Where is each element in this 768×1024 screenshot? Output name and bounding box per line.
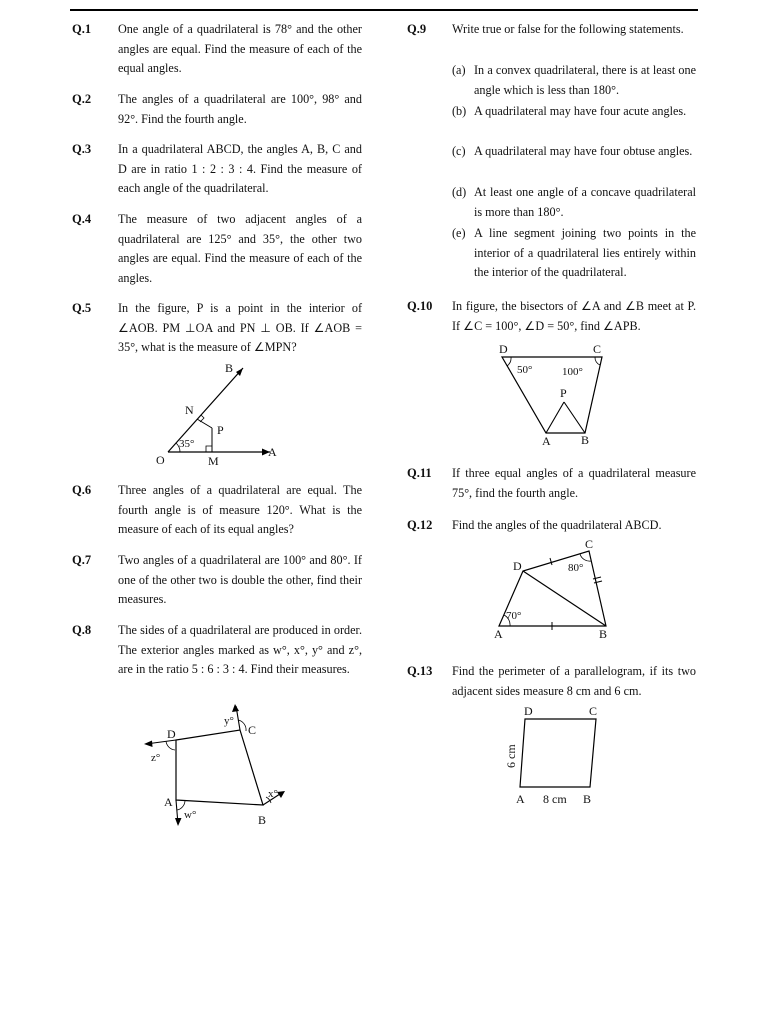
label-b: B <box>258 813 267 827</box>
question-number: Q.2 <box>72 92 92 106</box>
label-c: C <box>593 342 602 356</box>
option-label: (c) <box>452 144 466 158</box>
question-number: Q.11 <box>407 466 432 480</box>
option-label: (a) <box>452 63 466 77</box>
question-number: Q.3 <box>72 142 92 156</box>
angle-label: 35° <box>179 438 195 450</box>
option-e <box>452 224 696 284</box>
question-text: In figure, the bisectors of ∠A and ∠B meet at P. If ∠C = 100°, ∠D = 50°, find ∠APB. <box>452 299 696 333</box>
option-text: In a convex quadrilateral, there is at least one angle which is less than 180°. <box>474 63 696 97</box>
label-a: A <box>542 434 551 448</box>
question-6 <box>72 481 362 541</box>
label-b: B <box>225 361 234 375</box>
label-c: C <box>248 723 257 737</box>
question-text: Three angles of a quadrilateral are equal. The fourth angle is of measure 120°. What is the measure of each of its equal angles? <box>118 483 362 537</box>
option-label: (d) <box>452 185 467 199</box>
question-11 <box>407 464 697 506</box>
option-text: At least one angle of a concave quadrilateral is more than 180°. <box>474 185 696 219</box>
figure-q12-quadrilateral <box>485 536 625 646</box>
option-text: A quadrilateral may have four obtuse angles. <box>474 144 693 158</box>
label-o: O <box>156 453 165 467</box>
figure-q8-quadrilateral <box>140 702 300 832</box>
question-1 <box>72 20 362 80</box>
question-text: The sides of a quadrilateral are produced in order. The exterior angles marked as w°, x°, y° and z°, are in the ratio 5 : 6 : 3 : 4. Find their measures. <box>118 623 362 677</box>
option-b <box>452 102 696 142</box>
label-y: y° <box>224 715 234 727</box>
question-text: The measure of two adjacent angles of a quadrilateral are 125° and 35°, the other two angles are equal. Find the measure of each of the angles. <box>118 212 362 285</box>
question-number: Q.10 <box>407 299 433 313</box>
label-d: D <box>499 342 508 356</box>
question-text: In the figure, P is a point in the interior of ∠AOB. PM ⊥OA and PN ⊥ OB. If ∠AOB = 35°, what is the measure of ∠MPN? <box>118 301 362 355</box>
question-7 <box>72 551 362 611</box>
side-ab-label: 8 cm <box>543 792 567 806</box>
option-label: (b) <box>452 104 467 118</box>
option-c <box>452 142 696 182</box>
label-z: z° <box>151 752 161 764</box>
label-b: B <box>583 792 592 806</box>
question-number: Q.1 <box>72 22 92 36</box>
question-3 <box>72 140 362 200</box>
question-9 <box>407 20 697 282</box>
label-d: D <box>167 727 176 741</box>
question-text: Write true or false for the following statements. <box>452 22 684 36</box>
figure-q5-angle <box>150 360 310 470</box>
label-c: C <box>589 704 598 718</box>
question-number: Q.9 <box>407 22 427 36</box>
question-8 <box>72 621 362 701</box>
question-text: Find the angles of the quadrilateral ABCD. <box>452 518 662 532</box>
option-label: (e) <box>452 226 466 240</box>
figure-q10-quadrilateral <box>490 340 630 450</box>
label-b: B <box>581 433 590 447</box>
question-13 <box>407 662 697 704</box>
question-number: Q.13 <box>407 664 433 678</box>
label-p: P <box>217 423 224 437</box>
question-number: Q.6 <box>72 483 92 497</box>
question-text: Two angles of a quadrilateral are 100° and 80°. If one of the other two is double the other, find their measures. <box>118 553 362 607</box>
label-n: N <box>185 403 194 417</box>
question-number: Q.12 <box>407 518 433 532</box>
question-4 <box>72 210 362 290</box>
question-10 <box>407 297 697 339</box>
question-text: In a quadrilateral ABCD, the angles A, B, C and D are in ratio 1 : 2 : 3 : 4. Find the measure of each angle of the quadrilateral. <box>118 142 362 196</box>
side-ad-label: 6 cm <box>504 744 518 768</box>
label-d: D <box>513 559 522 573</box>
label-a: A <box>268 445 277 459</box>
label-w: w° <box>184 809 197 821</box>
question-12 <box>407 516 697 538</box>
question-text: If three equal angles of a quadrilateral measure 75°, find the fourth angle. <box>452 466 696 500</box>
label-d: D <box>524 704 533 718</box>
top-rule <box>70 9 698 11</box>
label-x: x° <box>268 788 278 800</box>
label-b: B <box>599 627 608 641</box>
question-5 <box>72 299 362 359</box>
question-text: One angle of a quadrilateral is 78° and the other angles are equal. Find the measure of each of the equal angles. <box>118 22 362 76</box>
option-a <box>452 61 696 101</box>
option-text: A quadrilateral may have four acute angles. <box>474 104 687 118</box>
question-number: Q.8 <box>72 623 92 637</box>
question-number: Q.5 <box>72 301 92 315</box>
question-number: Q.4 <box>72 212 92 226</box>
angle-a-label: 70° <box>506 610 522 622</box>
question-2 <box>72 90 362 132</box>
question-number: Q.7 <box>72 553 92 567</box>
label-p: P <box>560 386 567 400</box>
option-d <box>452 183 696 223</box>
question-text: Find the perimeter of a parallelogram, if its two adjacent sides measure 8 cm and 6 cm. <box>452 664 696 698</box>
figure-q13-parallelogram <box>500 700 620 810</box>
label-m: M <box>208 454 219 468</box>
angle-c-label: 80° <box>568 562 584 574</box>
question-text: The angles of a quadrilateral are 100°, 98° and 92°. Find the fourth angle. <box>118 92 362 126</box>
label-a: A <box>516 792 525 806</box>
angle-c-label: 100° <box>562 366 583 378</box>
label-c: C <box>585 537 594 551</box>
label-a: A <box>494 627 503 641</box>
option-text: A line segment joining two points in the interior of a quadrilateral lies entirely within the interior of the quadrilateral. <box>474 226 696 280</box>
angle-d-label: 50° <box>517 364 533 376</box>
label-a: A <box>164 795 173 809</box>
